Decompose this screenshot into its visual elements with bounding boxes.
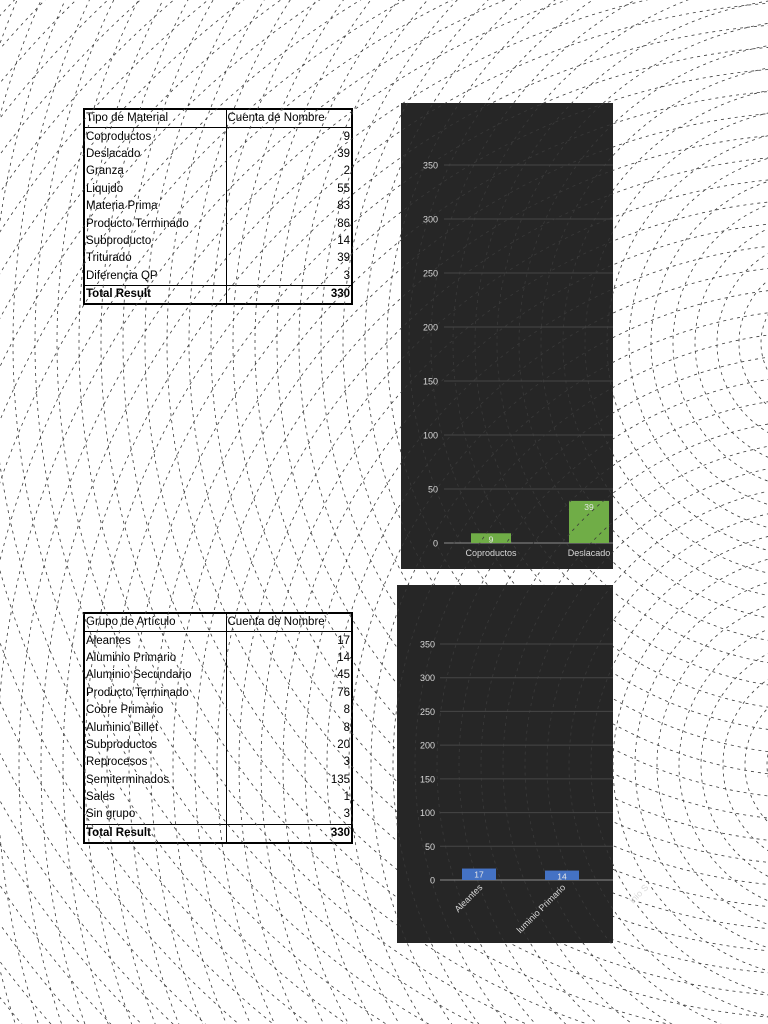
row-label: Producto Terminado — [84, 685, 226, 702]
background-arc — [745, 683, 768, 847]
row-label: Sin grupo — [84, 806, 226, 824]
y-tick-label: 50 — [424, 841, 435, 852]
row-value: 3 — [343, 269, 350, 282]
y-tick-label: 150 — [422, 376, 438, 387]
chart-canvas — [401, 103, 613, 569]
column-header: Grupo de Artículo — [84, 613, 226, 632]
y-tick-label: 250 — [422, 268, 438, 279]
background-arc — [519, 41, 768, 645]
row-value: 3 — [343, 808, 350, 821]
background-arc — [673, 195, 768, 491]
table-header-row — [84, 109, 352, 128]
y-tick-label: 200 — [419, 740, 435, 751]
row-value: 3 — [343, 756, 350, 769]
table-row — [84, 806, 352, 824]
tipo-material-bar-chart — [401, 103, 613, 569]
row-label: Aleantes — [84, 632, 226, 650]
row-value: 14 — [337, 234, 350, 247]
data-label: 9 — [488, 534, 494, 545]
column-header: Tipo de Material — [84, 109, 226, 128]
column-header: Cuenta de Nombre — [226, 109, 352, 128]
table-row — [84, 650, 352, 667]
background-arc — [701, 639, 768, 891]
background-arc — [629, 151, 768, 535]
row-value: 76 — [337, 686, 350, 699]
row-label: Triturado — [84, 250, 226, 267]
background-arc — [657, 595, 768, 935]
row-value: 83 — [337, 200, 350, 213]
row-value: 20 — [337, 738, 350, 751]
table-row — [84, 233, 352, 250]
table-row — [84, 181, 352, 198]
row-value: 55 — [337, 182, 350, 195]
row-label: Aluminio Secundario — [84, 667, 226, 684]
total-row — [84, 824, 352, 843]
row-label: Semiterminados — [84, 772, 226, 789]
row-value: 135 — [330, 773, 350, 786]
y-tick-label: 300 — [422, 214, 438, 225]
row-label: Materia Prima — [84, 198, 226, 215]
row-value: 8 — [343, 721, 350, 734]
table-row — [84, 772, 352, 789]
row-label: Producto Terminado — [84, 215, 226, 232]
x-tick-label: inio S — [627, 882, 651, 906]
data-label: 39 — [584, 501, 594, 512]
y-tick-label: 100 — [422, 430, 438, 441]
row-label: Aluminio Primario — [84, 650, 226, 667]
grupo-articulo-bar-chart — [397, 585, 651, 943]
total-value: 330 — [226, 824, 352, 843]
row-value: 14 — [337, 651, 350, 664]
y-tick-label: 0 — [429, 875, 435, 886]
table-row — [84, 163, 352, 180]
row-value: 8 — [343, 704, 350, 717]
y-tick-label: 50 — [427, 484, 438, 495]
y-tick-label: 0 — [432, 538, 438, 549]
background-arc — [761, 283, 768, 403]
background-arc — [651, 173, 768, 513]
data-label: 17 — [474, 869, 484, 880]
table-row — [84, 685, 352, 702]
table-row — [84, 702, 352, 719]
row-value: 39 — [337, 252, 350, 265]
row-label: Sales — [84, 789, 226, 806]
row-label: Diferencia QP — [84, 268, 226, 286]
row-value: 39 — [337, 147, 350, 160]
table-row — [84, 250, 352, 267]
y-tick-label: 200 — [422, 322, 438, 333]
total-label: Total Result — [84, 285, 226, 304]
row-label: Coproductos — [84, 128, 226, 146]
table-header-row — [84, 613, 352, 632]
background-arc — [591, 529, 768, 1001]
row-value: 45 — [337, 669, 350, 682]
row-label: Cobre Primario — [84, 702, 226, 719]
row-label: Aluminio Billet — [84, 719, 226, 736]
background-arc — [739, 261, 768, 425]
y-tick-label: 250 — [419, 706, 435, 717]
total-label: Total Result — [84, 824, 226, 843]
row-value: 9 — [343, 130, 350, 143]
total-value: 330 — [226, 285, 352, 304]
x-tick-label: luminio Primario — [514, 882, 568, 936]
y-tick-label: 300 — [419, 673, 435, 684]
y-tick-label: 100 — [419, 808, 435, 819]
background-arc — [607, 129, 768, 557]
row-label: Subproductos — [84, 737, 226, 754]
table-row — [84, 146, 352, 163]
column-header: Cuenta de Nombre — [226, 613, 352, 632]
background-arc — [695, 217, 768, 469]
table-row — [84, 215, 352, 232]
x-tick-label: Aleantes — [452, 882, 485, 915]
row-value: 1 — [343, 791, 350, 804]
y-tick-label: 150 — [419, 774, 435, 785]
row-label: Subproducto — [84, 233, 226, 250]
row-label: Liquido — [84, 181, 226, 198]
table-row — [84, 128, 352, 146]
chart-canvas — [397, 585, 651, 943]
y-tick-label: 350 — [419, 639, 435, 650]
row-label: Deslacado — [84, 146, 226, 163]
y-tick-label: 350 — [422, 160, 438, 171]
x-tick-label: Coproductos — [465, 548, 517, 558]
table-row — [84, 632, 352, 650]
background-arc — [585, 107, 768, 579]
row-value: 86 — [337, 217, 350, 230]
row-label: Granza — [84, 163, 226, 180]
background-arc — [635, 573, 768, 957]
row-value: 2 — [343, 165, 350, 178]
data-label: 14 — [557, 871, 567, 882]
table-row — [84, 268, 352, 286]
row-value: 17 — [337, 634, 350, 647]
background-arc — [723, 661, 768, 869]
row-label: Reprocesos — [84, 754, 226, 771]
table-row — [84, 754, 352, 771]
background-arc — [497, 19, 768, 667]
background-arc — [569, 507, 768, 1023]
x-tick-label: Deslacado — [567, 548, 611, 558]
